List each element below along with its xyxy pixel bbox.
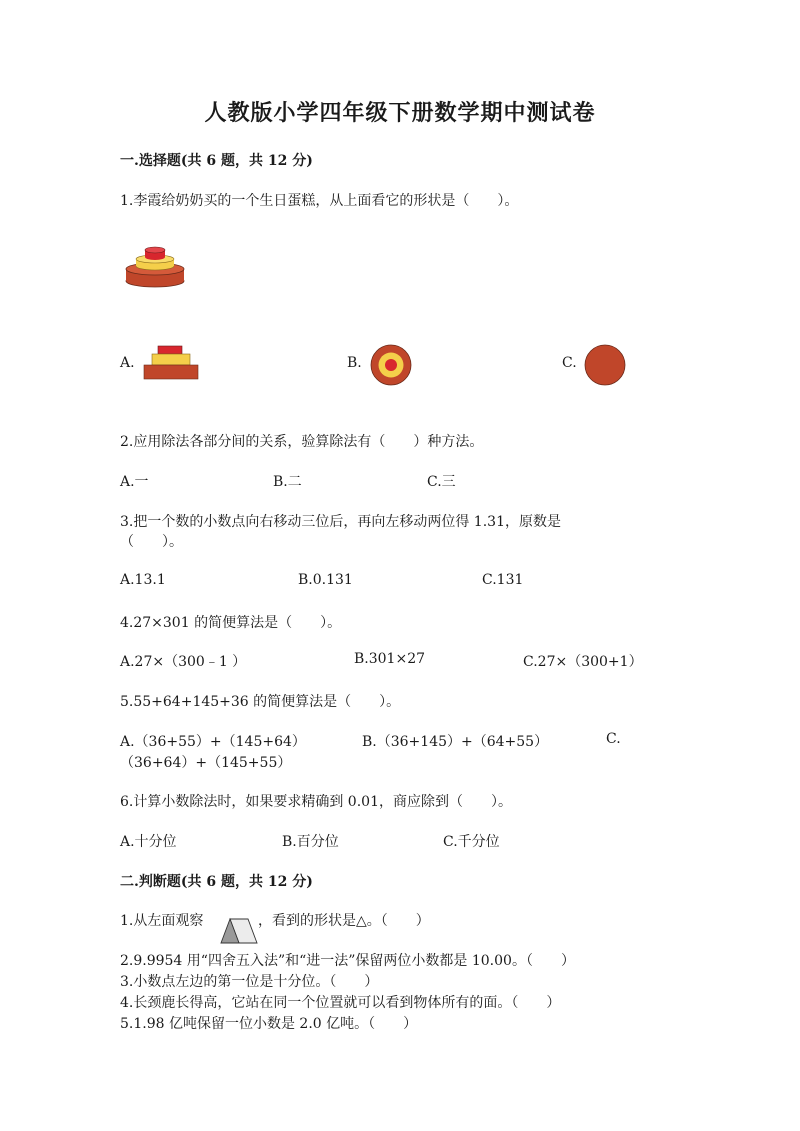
section-1-heading: 一.选择题(共 6 题，共 12 分) xyxy=(120,153,313,169)
plain-circle xyxy=(585,345,625,385)
q2-option-c: C.三 xyxy=(427,474,456,490)
question-3-text-line2: （ ）。 xyxy=(120,534,183,550)
option-c-circle-image xyxy=(583,343,627,387)
judge-1-prefix: 1.从左面观察 xyxy=(120,913,204,929)
cake-3d-image xyxy=(120,245,190,290)
q4-option-b: B.301×27 xyxy=(354,651,426,667)
judge-3-text: 3.小数点左边的第一位是十分位。（ ） xyxy=(120,974,379,990)
front-view-top xyxy=(158,346,182,354)
q5-option-c-label: C. xyxy=(606,731,621,747)
question-5-text: 5.55+64+145+36 的简便算法是（ ）。 xyxy=(120,694,401,710)
prism-image xyxy=(218,918,258,944)
top-view-center xyxy=(385,359,397,371)
page-title: 人教版小学四年级下册数学期中测试卷 xyxy=(204,100,596,126)
q1-option-b-label: B. xyxy=(347,355,362,371)
q6-option-c: C.千分位 xyxy=(443,834,500,850)
q3-option-a: A.13.1 xyxy=(120,572,166,588)
q3-option-c: C.131 xyxy=(482,572,524,588)
question-6-text: 6.计算小数除法时，如果要求精确到 0.01，商应除到（ ）。 xyxy=(120,794,512,810)
question-4-text: 4.27×301 的简便算法是（ ）。 xyxy=(120,615,342,631)
q5-option-c-body: （36+64）+（145+55） xyxy=(120,755,292,771)
question-3-text-line1: 3.把一个数的小数点向右移动三位后，再向左移动两位得 1.31，原数是 xyxy=(120,514,561,530)
judge-2-text: 2.9.9954 用“四舍五入法”和“进一法”保留两位小数都是 10.00。（ ） xyxy=(120,953,575,969)
q4-option-a: A.27×（300﹣1 ） xyxy=(120,654,247,670)
q2-option-a: A.一 xyxy=(120,474,149,490)
judge-1-suffix: ，看到的形状是△。（ ） xyxy=(258,913,430,929)
front-view-base xyxy=(144,365,198,379)
q1-option-a-label: A. xyxy=(120,355,135,371)
judge-5-text: 5.1.98 亿吨保留一位小数是 2.0 亿吨。（ ） xyxy=(120,1016,418,1032)
q2-option-b: B.二 xyxy=(273,474,302,490)
judge-4-text: 4.长颈鹿长得高，它站在同一个位置就可以看到物体所有的面。（ ） xyxy=(120,995,561,1011)
section-2-heading: 二.判断题(共 6 题，共 12 分) xyxy=(120,874,313,890)
question-1-text: 1.李霞给奶奶买的一个生日蛋糕，从上面看它的形状是（ ）。 xyxy=(120,193,519,209)
q1-option-c-label: C. xyxy=(562,355,577,371)
question-2-text: 2.应用除法各部分间的关系，验算除法有（ ）种方法。 xyxy=(120,434,484,450)
option-a-front-view-image xyxy=(143,345,199,381)
q5-option-b: B.（36+145）+（64+55） xyxy=(362,734,549,750)
q5-option-a: A.（36+55）+（145+64） xyxy=(120,734,306,750)
q4-option-c: C.27×（300+1） xyxy=(523,654,643,670)
q3-option-b: B.0.131 xyxy=(298,572,353,588)
cake-top-top xyxy=(145,247,165,253)
front-view-middle xyxy=(152,354,190,365)
q6-option-a: A.十分位 xyxy=(120,834,177,850)
option-b-top-view-image xyxy=(369,343,413,387)
q6-option-b: B.百分位 xyxy=(282,834,339,850)
